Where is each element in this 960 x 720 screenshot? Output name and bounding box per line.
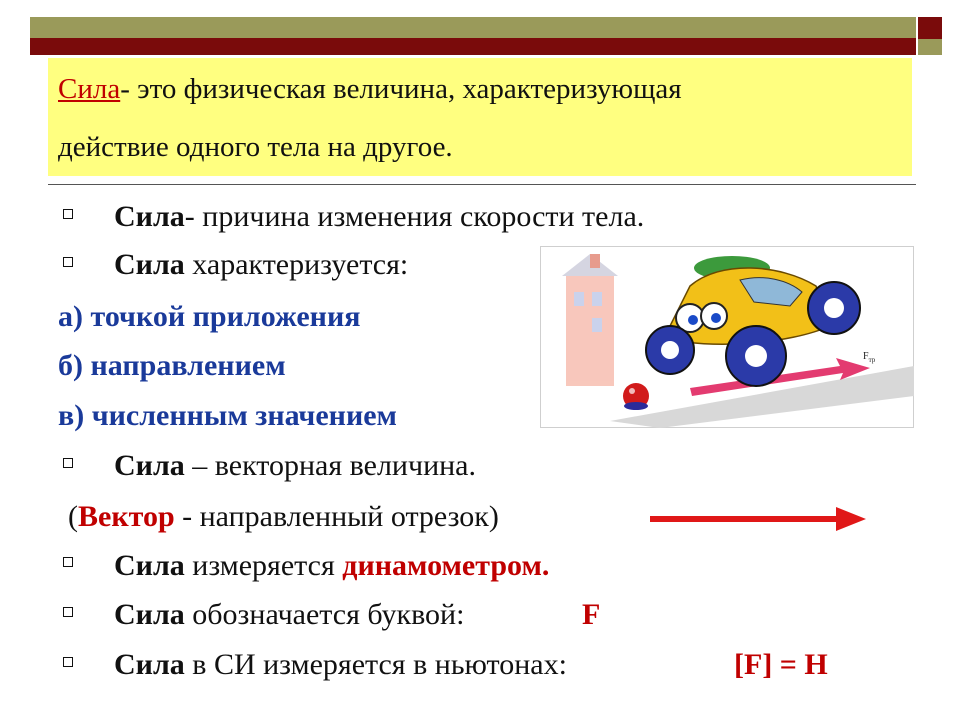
bullet-item-si-unit [114,647,567,683]
bullet-item-characterized [114,247,408,283]
definition-term: Сила [58,73,121,105]
force-symbol: F [582,598,601,631]
characteristic-direction: б) направлением [58,349,286,382]
divider-line [48,184,916,185]
bullet-term: Сила [114,449,185,482]
bullet-term: Сила [114,248,185,281]
newton-unit: [F] = Н [734,648,828,681]
vector-open-paren: ( [68,500,78,533]
characteristic-magnitude: в) численным значением [58,399,397,432]
house-icon [562,254,618,386]
bullet-square-icon [63,657,73,667]
svg-text:Fтр: $F_{тр}$ [863,351,876,364]
definition-text-1: - это физическая величина, характеризующая [120,73,682,105]
bullet-square-icon [63,257,73,267]
bullet-item-cause [114,199,644,235]
bullet-term: Сила [114,648,185,681]
bullet-item-symbol [114,597,464,633]
definition-line-2: действие одного тела на другое. [58,131,453,163]
header-band-maroon [30,38,916,55]
definition-line-1 [58,72,682,106]
bullet-text: в СИ измеряется в ньютонах: [184,648,567,681]
bullet-square-icon [63,557,73,567]
dynamometer-term: динамометром. [342,549,550,582]
ball-icon [623,383,649,410]
bullet-term: Сила [114,200,185,233]
vector-term: Вектор [78,500,175,533]
bullet-text: обозначается буквой: [184,598,465,631]
bullet-square-icon [63,458,73,468]
vector-definition [68,499,499,535]
bullet-text: характеризуется: [184,248,409,281]
bullet-square-icon [63,607,73,617]
header-band-olive [30,17,916,38]
vector-text: - направленный отрезок) [174,500,499,533]
bullet-text: измеряется [184,549,343,582]
bullet-square-icon [63,209,73,219]
bullet-item-measured [114,548,549,584]
corner-block-olive [918,39,942,55]
characteristic-point: а) точкой приложения [58,300,361,333]
bullet-term: Сила [114,549,185,582]
corner-block-maroon [918,17,942,39]
bullet-text: – векторная величина. [184,449,476,482]
bullet-term: Сила [114,598,185,631]
vector-arrow-icon [650,504,866,534]
car-force-illustration [540,246,914,428]
bullet-item-vector [114,448,476,484]
bullet-text: - причина изменения скорости тела. [184,200,645,233]
